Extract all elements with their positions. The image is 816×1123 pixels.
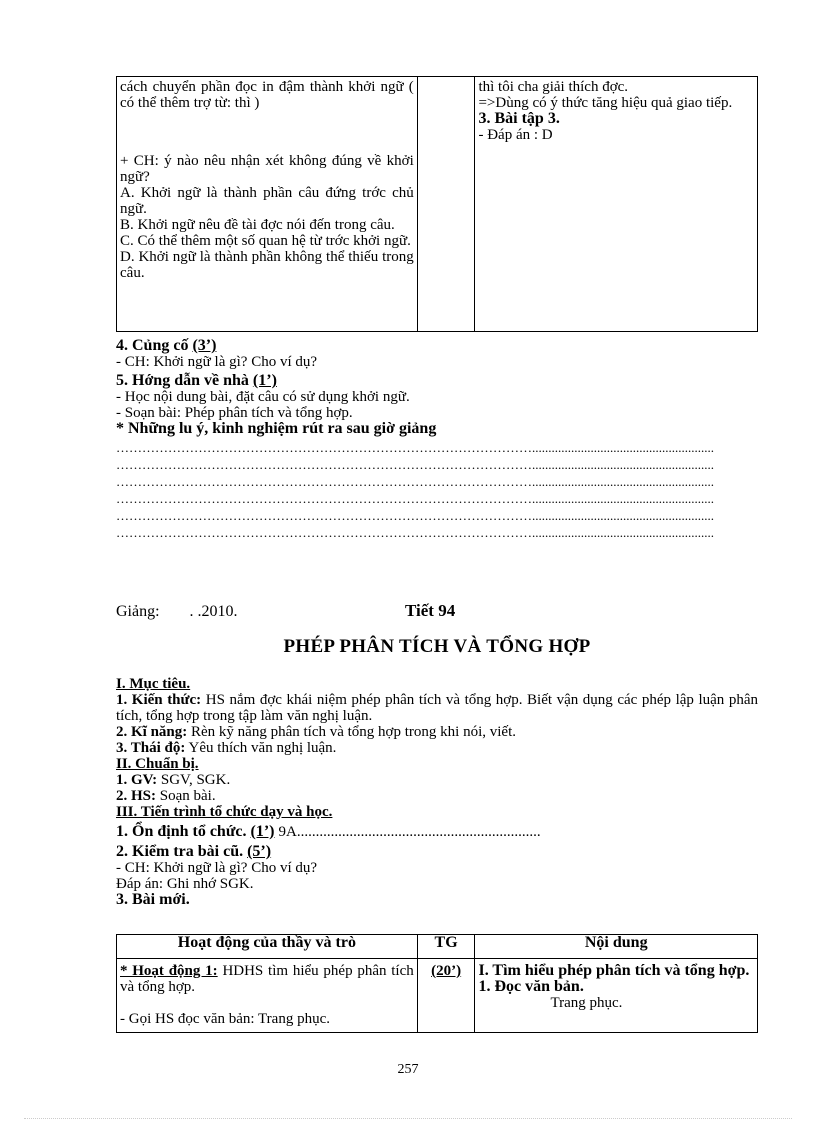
- question-text: - CH: Khởi ngữ là gì? Cho ví dụ?: [116, 860, 318, 876]
- dotted-line: ……………………………………………………………………………………........................................................: [116, 508, 714, 523]
- column-header: TG: [417, 935, 475, 959]
- consolidation-section: [116, 338, 758, 541]
- dotted-line: ……………………………………………………………………………………........................................................: [116, 491, 714, 506]
- section-heading: III. Tiến trình tổ chức dạy và học.: [116, 804, 333, 820]
- table-text: =>Dùng có ý thức tăng hiệu quả giao tiếp.: [478, 95, 733, 111]
- main-table: [116, 934, 758, 1033]
- section-heading: 4. Củng cố: [116, 337, 189, 354]
- time-badge: (3’): [192, 337, 217, 354]
- table-text: B. Khởi ngữ nêu đề tài đợc nói đến trong câu.: [120, 217, 395, 233]
- text: Rèn kỹ năng phân tích và tổng hợp trong khi nói, viết.: [191, 724, 516, 740]
- page-title: PHÉP PHÂN TÍCH VÀ TỔNG HỢP: [283, 636, 591, 657]
- activity-label: * Hoạt động 1:: [120, 963, 218, 979]
- answer-text: Đáp án: Ghi nhớ SGK.: [116, 876, 254, 892]
- column-header: Nội dung: [475, 935, 758, 959]
- activity-task: - Gọi HS đọc văn bản: Trang phục.: [120, 1011, 330, 1027]
- table-text: C. Có thể thêm một số quan hệ từ trớc khởi ngữ.: [120, 233, 411, 249]
- top-table-left-cell: [117, 77, 418, 332]
- label: 1. GV:: [116, 772, 158, 788]
- time-cell: [417, 959, 475, 1033]
- page-number: 257: [397, 1062, 419, 1077]
- content-text: Trang phục.: [550, 995, 623, 1011]
- time-badge: (20’): [431, 963, 462, 979]
- text: HS nắm đợc khái niệm phép phân tích và tổng hợp. Biết vận dụng các phép lập luận phân tích, tổng hợp trong tập làm văn nghị luận.: [116, 692, 759, 724]
- table-text: D. Khởi ngữ là thành phần không thể thiếu trong câu.: [120, 249, 414, 281]
- table-text: + CH: ý nào nêu nhận xét không đúng về khởi ngữ?: [120, 153, 414, 185]
- label: 1. Ổn định tổ chức.: [116, 823, 247, 840]
- section-heading: I. Mục tiêu.: [116, 676, 191, 692]
- dotted-line: ……………………………………………………………………………………........................................................: [116, 457, 714, 472]
- teach-date: [116, 604, 238, 620]
- top-table-right-cell: [475, 77, 758, 332]
- content-heading: I. Tìm hiểu phép phân tích và tổng hợp.: [478, 962, 750, 979]
- top-table-time-cell: [417, 77, 475, 332]
- text: Soạn bài.: [159, 788, 216, 804]
- table-text: - Đáp án : D: [478, 127, 553, 143]
- text: Yêu thích văn nghị luận.: [188, 740, 337, 756]
- homework-item: - Soạn bài: Phép phân tích và tổng hợp.: [116, 405, 353, 421]
- notes-heading: * Những lu ý, kinh nghiệm rút ra sau giờ giảng: [116, 420, 437, 437]
- question-text: - CH: Khởi ngữ là gì? Cho ví dụ?: [116, 354, 318, 370]
- class-list: 9A.................................................................: [278, 824, 541, 840]
- table-text: thì tôi cha giải thích đợc.: [478, 79, 629, 95]
- label: 2. HS:: [116, 788, 157, 804]
- activity-text: HDHS tìm hiểu phép phân tích và tổng hợp.: [120, 963, 414, 995]
- content-cell: [475, 959, 758, 1033]
- page-bottom-rule: [24, 1118, 792, 1119]
- lesson-body: [116, 676, 758, 908]
- dotted-line: ……………………………………………………………………………………........................................................: [116, 440, 714, 455]
- content-subheading: 1. Đọc văn bản.: [478, 978, 584, 995]
- homework-item: - Học nội dung bài, đặt câu có sử dụng khởi ngữ.: [116, 389, 410, 405]
- teach-label: Giảng:: [116, 603, 160, 620]
- new-lesson-heading: 3. Bài mới.: [116, 891, 190, 908]
- time-badge: (5’): [247, 843, 272, 860]
- dotted-line: ……………………………………………………………………………………........................................................: [116, 525, 714, 540]
- label: 1. Kiến thức:: [116, 692, 202, 708]
- text: SGV, SGK.: [160, 772, 231, 788]
- column-header: Hoạt động của thầy và trò: [117, 935, 418, 959]
- section-heading: 5. Hớng dẫn về nhà: [116, 372, 249, 389]
- time-badge: (1’): [252, 372, 277, 389]
- label: 2. Kiểm tra bài cũ.: [116, 843, 244, 860]
- exercise-heading: 3. Bài tập 3.: [478, 110, 560, 127]
- label: 3. Thái độ:: [116, 740, 186, 756]
- dotted-line: ……………………………………………………………………………………........................................................: [116, 474, 714, 489]
- top-table: [116, 76, 758, 332]
- time-badge: (1’): [250, 823, 275, 840]
- table-text: cách chuyển phần đọc in đậm thành khởi ngữ ( có thể thêm trợ từ: thì ): [120, 79, 414, 111]
- teach-date-value: . .2010.: [189, 603, 238, 620]
- table-text: A. Khởi ngữ là thành phần câu đứng trớc chủ ngữ.: [120, 185, 414, 217]
- activity-cell: [117, 959, 418, 1033]
- section-heading: II. Chuẩn bị.: [116, 756, 199, 772]
- label: 2. Kĩ năng:: [116, 724, 188, 740]
- period-label: Tiết 94: [405, 601, 456, 620]
